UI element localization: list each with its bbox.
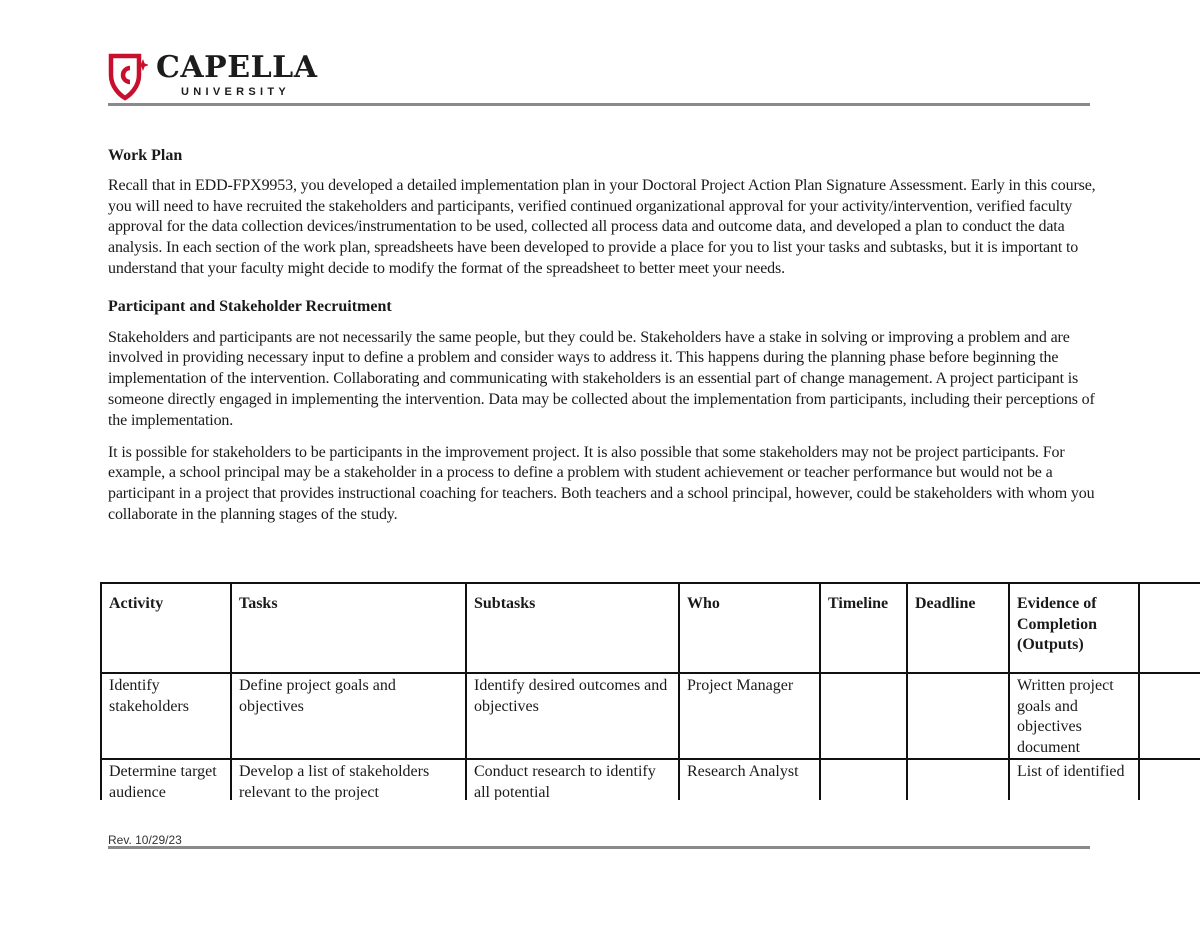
header-deadline: Deadline — [907, 583, 1009, 673]
table-cell: Research Analyst — [679, 759, 820, 800]
header-activity: Activity — [101, 583, 231, 673]
recruitment-paragraph-1: Stakeholders and participants are not necessarily the same people, but they could be. Stakeholders have a stake in solving or improving a problem and are involved in providing necessary input to define a problem and consider ways to address it. This happens during the planning phase before beginning the implementation of the intervention. Collaborating and communicating with stakeholders is an essential part of change management. A project participant is someone directly engaged in implementing the intervention. Data may be collected about the implementation from participants, including their perceptions of the implementation. — [108, 328, 1095, 429]
header-subtasks: Subtasks — [466, 583, 679, 673]
table-cell: Identify stakeholders — [101, 673, 231, 759]
revision-date: Rev. 10/29/23 — [108, 833, 182, 847]
recruitment-heading: Participant and Stakeholder Recruitment — [108, 297, 392, 315]
table-cell — [1139, 673, 1200, 759]
capella-shield-icon — [108, 53, 148, 101]
table-cell: Identify desired outcomes and objectives — [466, 673, 679, 759]
footer-divider — [108, 846, 1090, 849]
table-cell — [820, 759, 907, 800]
header-tasks: Tasks — [231, 583, 466, 673]
table-cell: List of identified — [1009, 759, 1139, 800]
table-header-row — [101, 583, 1200, 673]
table-cell — [907, 759, 1009, 800]
work-plan-table-container — [100, 582, 1200, 800]
header-who: Who — [679, 583, 820, 673]
table-cell: Develop a list of stakeholders relevant to the project — [231, 759, 466, 800]
table-row — [101, 759, 1200, 800]
header-extra — [1139, 583, 1200, 673]
document-body — [108, 146, 1098, 526]
table-cell — [1139, 759, 1200, 800]
recruitment-paragraph-2: It is possible for stakeholders to be participants in the improvement project. It is also possible that some stakeholders may not be project participants. For example, a school principal may be a stakeholder in a process to define a problem with student achievement or teacher performance but would not be a participant in a project that provides instructional coaching for teachers. Both teachers and a school principal, however, could be stakeholders with whom you collaborate in the planning stages of the study. — [108, 443, 1095, 523]
table-cell: Written project goals and objectives document — [1009, 673, 1139, 759]
table-row — [101, 673, 1200, 759]
header-evidence: Evidence of Completion (Outputs) — [1009, 583, 1139, 673]
work-plan-table — [100, 582, 1200, 800]
header-divider — [108, 103, 1090, 106]
header-timeline: Timeline — [820, 583, 907, 673]
table-cell — [820, 673, 907, 759]
table-cell — [907, 673, 1009, 759]
table-cell: Conduct research to identify all potential — [466, 759, 679, 800]
brand-name: CAPELLA — [156, 50, 318, 85]
capella-logo — [108, 52, 348, 104]
table-cell: Define project goals and objectives — [231, 673, 466, 759]
table-cell: Project Manager — [679, 673, 820, 759]
work-plan-heading: Work Plan — [108, 147, 183, 164]
table-cell: Determine target audience — [101, 759, 231, 800]
brand-subtitle: UNIVERSITY — [181, 86, 291, 98]
work-plan-paragraph: Recall that in EDD-FPX9953, you developed a detailed implementation plan in your Doctoral Project Action Plan Signature Assessment. Early in this course, you will need to have recruited the stakeholders and participants, verified continued organizational approval for your activity/intervention, verified faculty approval for the data collection devices/instrumentation to be used, collected all process data and outcome data, and developed a plan to conduct the data analysis. In each section of the work plan, spreadsheets have been developed to provide a place for you to list your tasks and subtasks, but it is important to understand that your faculty might decide to modify the format of the spreadsheet to better meet your needs. — [108, 176, 1096, 277]
